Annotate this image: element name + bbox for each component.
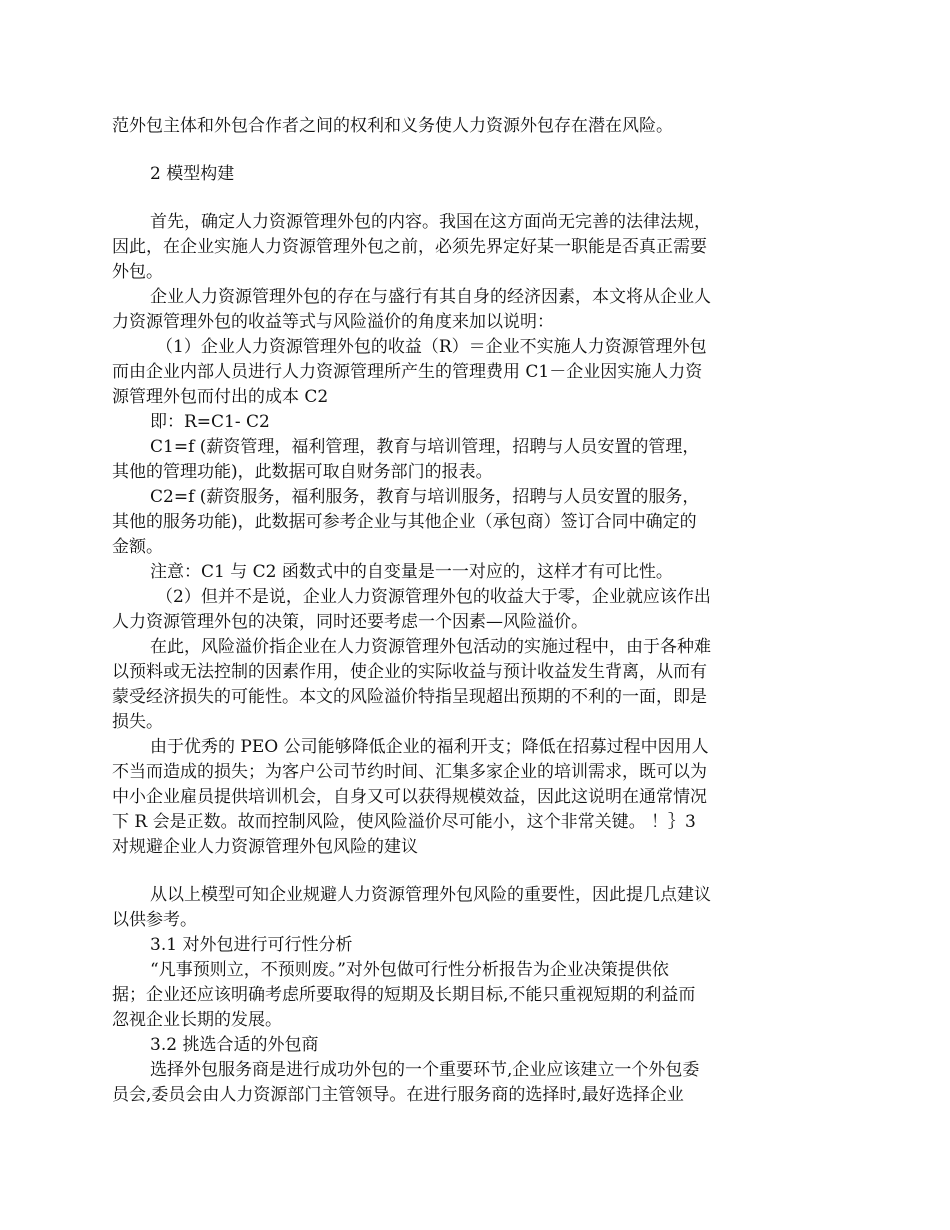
formula-line: C2=f (薪资服务，福利服务，教育与培训服务，招聘与人员安置的服务， [150,487,700,507]
section-heading: 对规避企业人力资源管理外包风险的建议 [112,837,418,857]
paragraph-line: 其他的管理功能)，此数据可取自财务部门的报表。 [112,462,493,482]
formula-line: C1=f (薪资管理，福利管理，教育与培训管理，招聘与人员安置的管理， [150,437,700,457]
paragraph-line: 选择外包服务商是进行成功外包的一个重要环节,企业应该建立一个外包委 [150,1060,700,1080]
paragraph-line: 员会,委员会由人力资源部门主管领导。在进行服务商的选择时,最好选择企业 [112,1085,684,1105]
paragraph-line: 不当而造成的损失；为客户公司节约时间、汇集多家企业的培训需求，既可以为 [112,762,707,782]
paragraph-line: 而由企业内部人员进行人力资源管理所产生的管理费用 C1－企业因实施人力资 [112,362,703,382]
paragraph-line: 其他的服务功能)，此数据可参考企业与其他企业（承包商）签订合同中确定的 [112,512,697,532]
subsection-heading: 3.2 挑选合适的外包商 [150,1035,319,1055]
paragraph-line: （1）企业人力资源管理外包的收益（R）＝企业不实施人力资源管理外包 [156,337,707,357]
paragraph-line: 范外包主体和外包合作者之间的权利和义务使人力资源外包存在潜在风险。 [112,116,673,136]
paragraph-line: 在此，风险溢价指企业在人力资源管理外包活动的实施过程中，由于各种难 [150,637,711,657]
paragraph-line: 人力资源管理外包的决策，同时还要考虑一个因素—风险溢价。 [112,612,588,632]
section-heading: 2 模型构建 [150,164,235,184]
paragraph-line: 金额。 [112,537,163,557]
paragraph-line: 忽视企业长期的发展。 [112,1010,282,1030]
paragraph-line: 以供参考。 [112,910,197,930]
paragraph-line: 下 R 会是正数。故而控制风险，使风险溢价尽可能小，这个非常关键。 ！｝3 [112,812,696,832]
paragraph-line: “凡事预则立，不预则废。”对外包做可行性分析报告为企业决策提供依 [150,960,669,980]
paragraph-line: 由于优秀的 PEO 公司能够降低企业的福利开支；降低在招募过程中因用人 [150,737,709,757]
formula-line: 即：R=C1- C2 [150,412,270,432]
paragraph-line: 企业人力资源管理外包的存在与盛行有其自身的经济因素，本文将从企业人 [150,287,711,307]
paragraph-line: 因此，在企业实施人力资源管理外包之前，必须先界定好某一职能是否真正需要 [112,237,707,257]
paragraph-line: 注意：C1 与 C2 函数式中的自变量是一一对应的，这样才有可比性。 [150,562,673,582]
paragraph-line: 蒙受经济损失的可能性。本文的风险溢价特指呈现超出预期的不利的一面，即是 [112,687,707,707]
paragraph-line: （2）但并不是说，企业人力资源管理外包的收益大于零，企业就应该作出 [156,587,711,607]
paragraph-line: 源管理外包而付出的成本 C2 [112,387,329,407]
paragraph-line: 首先，确定人力资源管理外包的内容。我国在这方面尚无完善的法律法规， [150,212,711,232]
paragraph-line: 中小企业雇员提供培训机会，自身又可以获得规模效益，因此这说明在通常情况 [112,787,707,807]
paragraph-line: 外包。 [112,262,163,282]
paragraph-line: 力资源管理外包的收益等式与风险溢价的角度来加以说明： [112,312,554,332]
paragraph-line: 从以上模型可知企业规避人力资源管理外包风险的重要性，因此提几点建议 [150,885,711,905]
paragraph-line: 损失。 [112,712,163,732]
subsection-heading: 3.1 对外包进行可行性分析 [150,935,353,955]
paragraph-line: 以预料或无法控制的因素作用，使企业的实际收益与预计收益发生背离，从而有 [112,662,707,682]
paragraph-line: 据；企业还应该明确考虑所要取得的短期及长期目标,不能只重视短期的利益而 [112,985,696,1005]
